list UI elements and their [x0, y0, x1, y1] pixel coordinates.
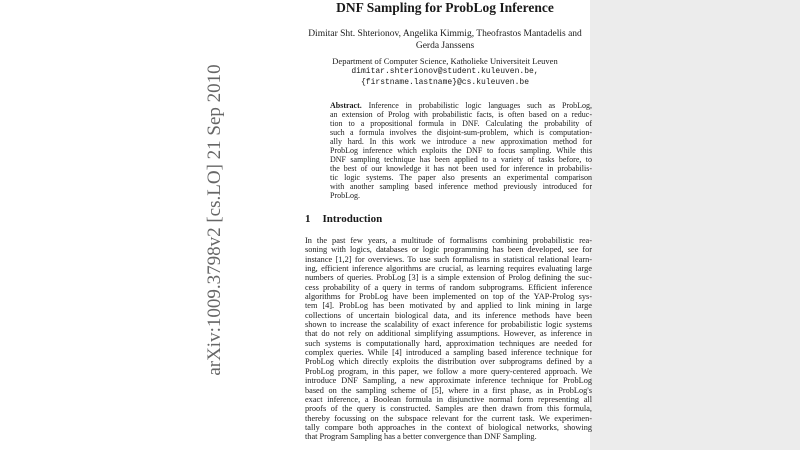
body-line: proofs of the query is constructed. Samples are then drawn from this formula,: [305, 404, 592, 414]
abstract-line: [330, 101, 592, 110]
introduction-body: [305, 236, 592, 442]
body-line: cess probability of a query in terms of random subprograms. Efficient inference: [305, 282, 592, 292]
body-line: that do not rely on additional simplifying assumptions. However, as inference in: [305, 329, 592, 339]
abstract-line: [330, 119, 592, 128]
abstract: [330, 101, 592, 200]
authors: Dimitar Sht. Shterionov, Angelika Kimmig, Theofrastos Mantadelis and: [308, 29, 582, 39]
arxiv-identifier: arXiv:1009.3798v2 [cs.LO] 21 Sep 2010: [204, 64, 225, 376]
abstract-line: [330, 137, 592, 146]
paper-title: DNF Sampling for ProbLog Inference: [336, 0, 554, 15]
abstract-text: DNF sampling technique has been applied to a variety of tasks before, to: [330, 155, 592, 164]
abstract-text: tic logic systems. The paper also presents an experimental comparison: [330, 173, 592, 182]
body-line: collections of uncertain biological data, and its inference methods have been: [305, 310, 592, 320]
abstract-line: [330, 146, 592, 155]
body-line: ProbLog program, in this paper, we follow a more query-centered approach. We: [305, 366, 592, 376]
affiliation: Department of Computer Science, Katholieke Universiteit Leuven: [332, 56, 558, 66]
abstract-text: ProbLog.: [330, 191, 360, 200]
body-line: shown to increase the scalability of exact inference for probabilistic logic systems: [305, 320, 592, 330]
abstract-line: [330, 128, 592, 137]
viewer-background: [590, 0, 800, 450]
body-line: numbers of queries. ProbLog [3] is a simple extension of Prolog defining the suc-: [305, 273, 592, 283]
abstract-text: such a formula involves the disjoint-sum-problem, which is computation-: [330, 128, 592, 137]
body-line: soning with logics, databases or logic programming has been developed, see for: [305, 245, 592, 255]
abstract-line: [330, 155, 592, 164]
abstract-line: [330, 173, 592, 182]
body-line: In the past few years, a multitude of formalisms combining probabilistic rea-: [305, 236, 592, 245]
body-line: complex queries. While [4] introduced a sampling based inference technique for: [305, 348, 592, 358]
abstract-line: [330, 110, 592, 119]
body-line: ProbLog which directly exploits the distribution over subprograms defined by a: [305, 357, 592, 367]
abstract-line: [330, 164, 592, 173]
body-line: instance [1,2] for overviews. To use such formalisms in statistical relational learn-: [305, 254, 592, 264]
abstract-text: ally hard. In this work we introduce a new approximation method for: [330, 137, 592, 146]
section-number: 1: [305, 213, 311, 225]
body-line: thereby focussing on the subspace relevant for the current task. We experimen-: [305, 413, 592, 423]
body-line: that Program Sampling has a better convergence than DNF Sampling.: [305, 432, 537, 442]
body-line: introduce DNF Sampling, a new approximate inference technique for ProbLog: [305, 376, 592, 386]
abstract-text: the best of our knowledge it has not been used for inference in probabilis-: [330, 164, 592, 173]
abstract-label: Abstract.: [330, 101, 362, 110]
body-line: exact inference, a Boolean formula in disjunctive normal form representing all: [305, 394, 592, 404]
abstract-line: [330, 182, 592, 191]
body-line: tem [4]. ProbLog has been motivated by and applied to link mining in large: [305, 301, 592, 311]
abstract-text: Inference in probabilistic logic languages such as ProbLog,: [368, 101, 592, 110]
section-title: Introduction: [322, 213, 383, 225]
abstract-text: ProbLog inference which exploits the DNF to focus sampling. While this: [330, 146, 592, 155]
body-line: tally compare both approaches in the context of biological networks, showing: [305, 422, 592, 432]
abstract-text: with another sampling based inference method previously introduced for: [330, 182, 592, 191]
body-line: algorithms for ProbLog have been implemented on top of the YAP-Prolog sys-: [305, 292, 592, 302]
email: dimitar.shterionov@student.kuleuven.be,: [351, 67, 539, 76]
abstract-text: an extension of Prolog with probabilistic facts, is often based on a reduc-: [330, 110, 592, 119]
abstract-line: [330, 191, 592, 200]
abstract-text: tion to a propositional formula in DNF. Calculating the probability of: [330, 119, 592, 128]
section-heading: [305, 213, 394, 226]
body-line: ing, efficient inference algorithms are crucial, as learning requires evaluating large: [305, 264, 592, 274]
body-line: based on the sampling scheme of [5], where in a first phase, as in ProbLog's: [305, 385, 592, 395]
authors-cont: Gerda Janssens: [415, 41, 475, 51]
body-line: such systems is computationally hard, approximation techniques are needed for: [305, 338, 592, 348]
email: {firstname.lastname}@cs.kuleuven.be: [360, 78, 530, 87]
